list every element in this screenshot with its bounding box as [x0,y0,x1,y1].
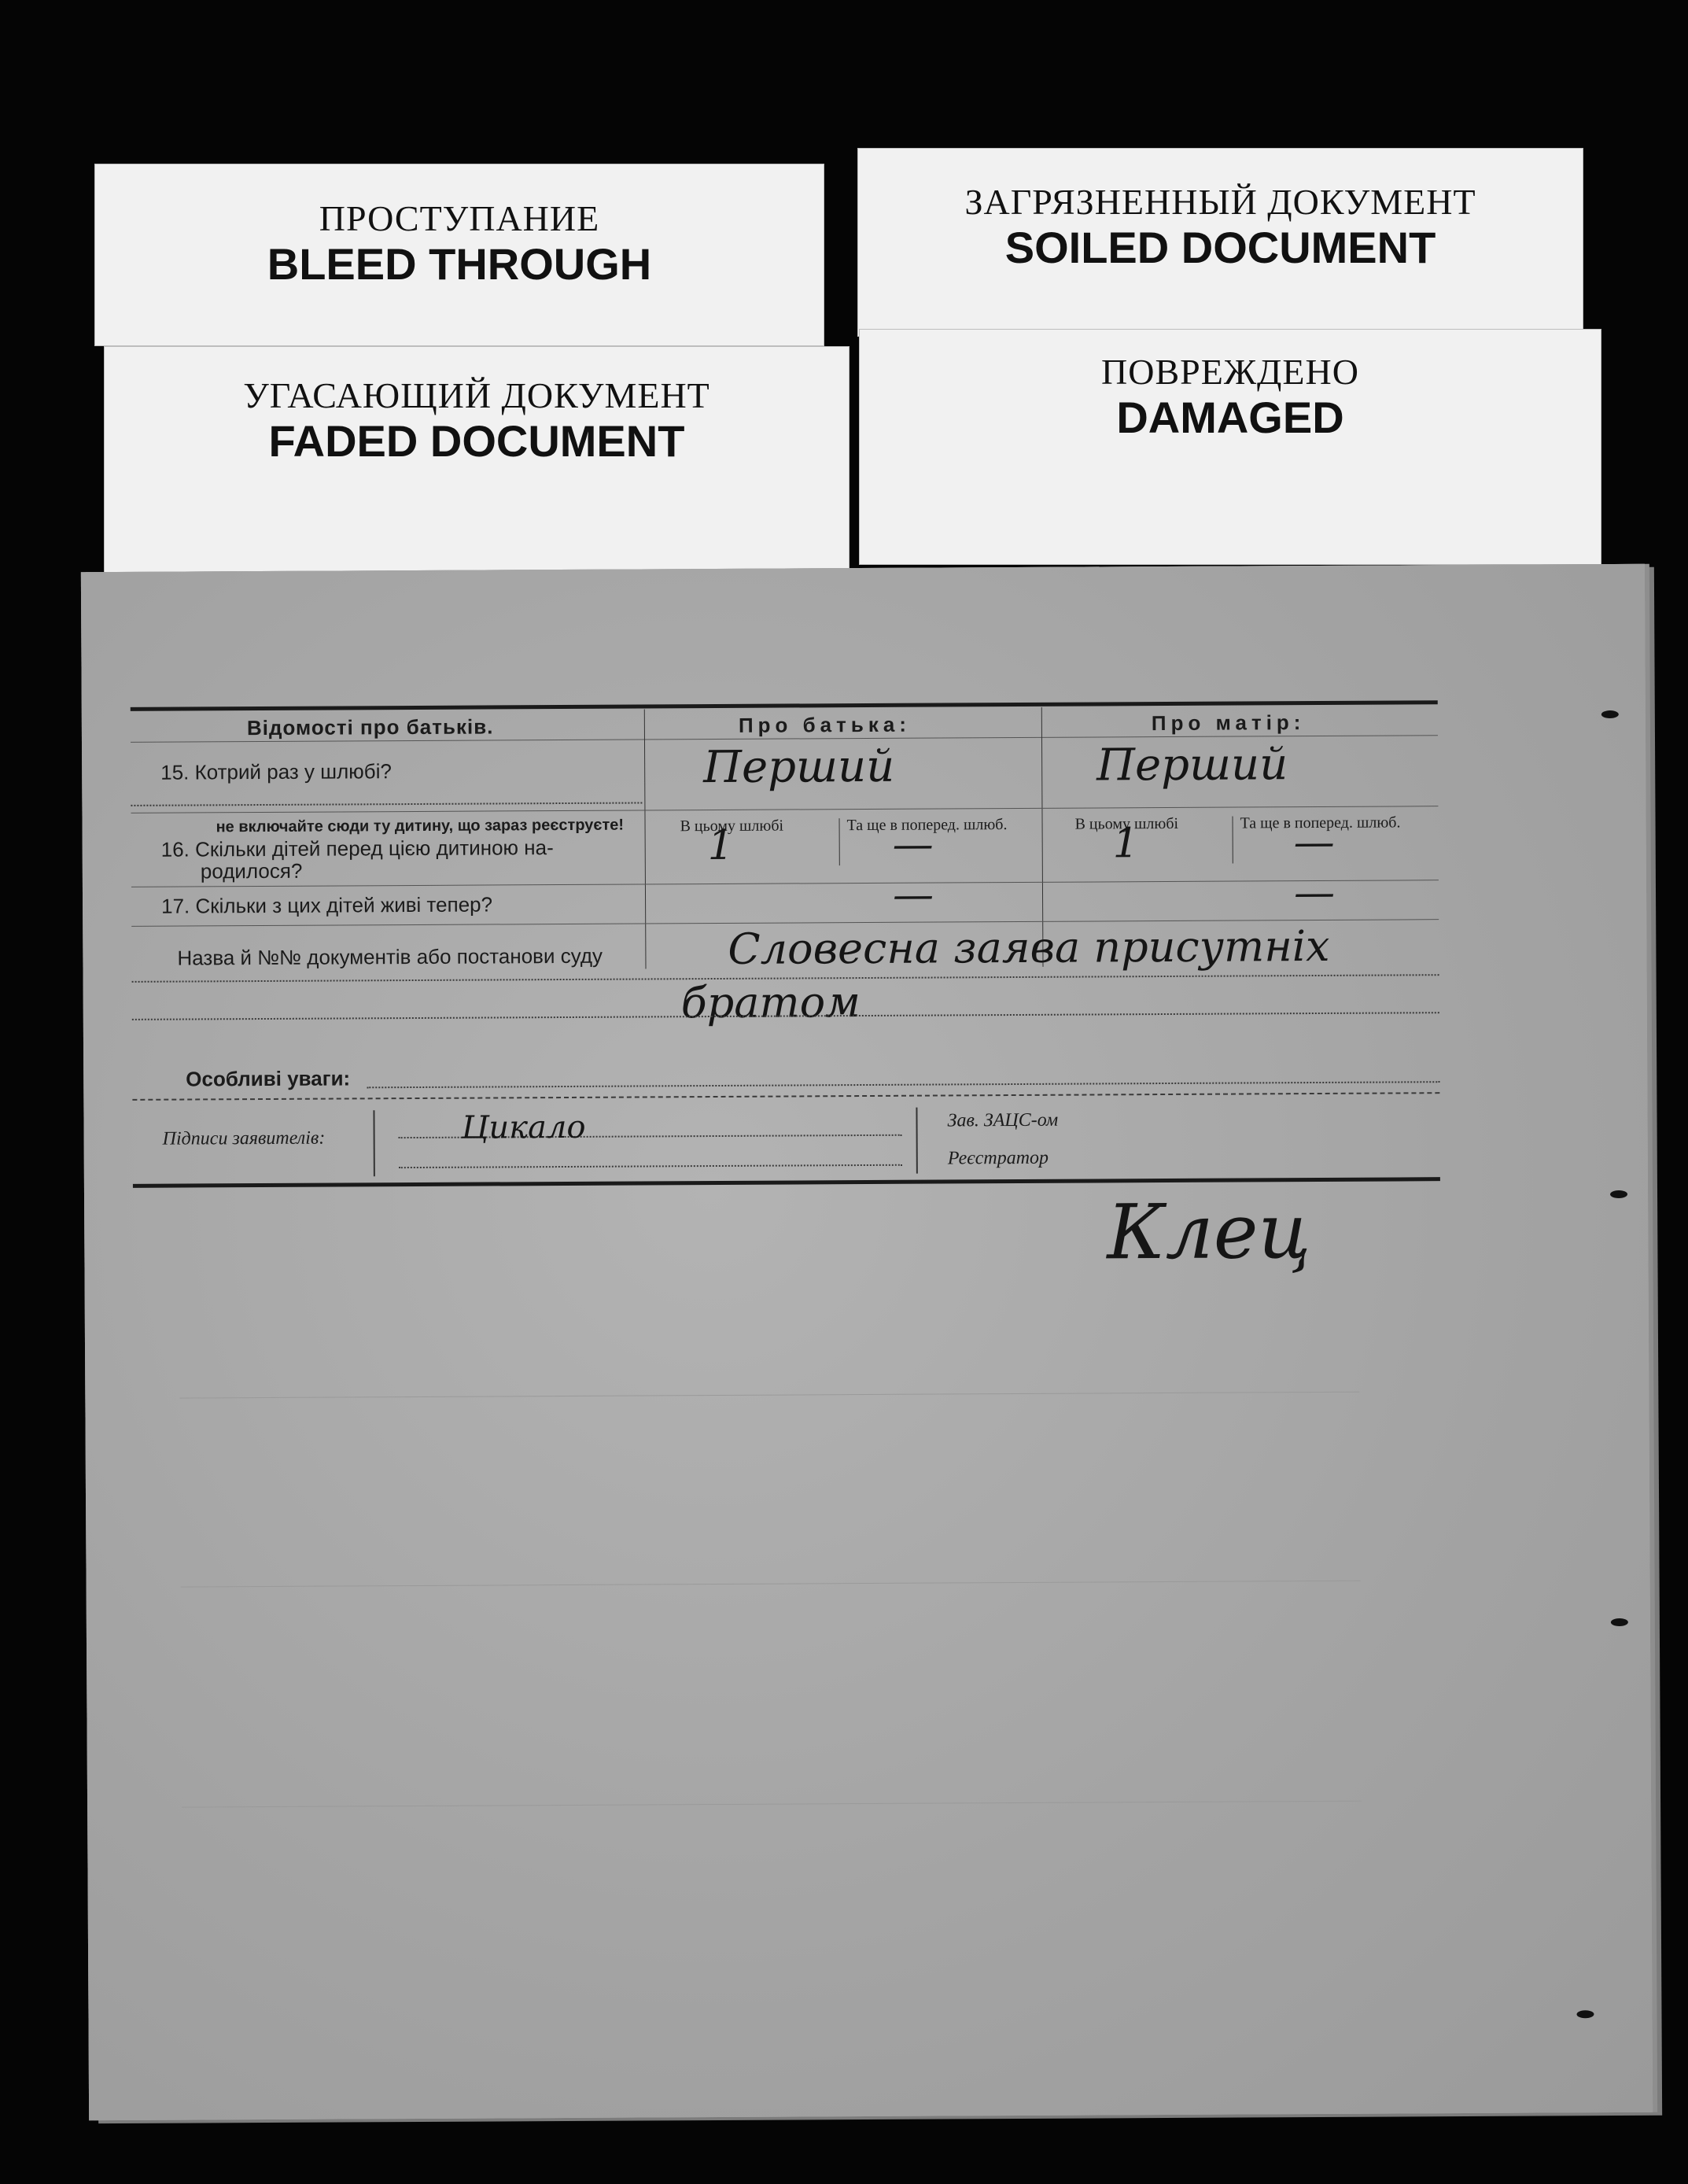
faded-document-label-card [104,346,850,574]
staple-mark [1601,710,1619,718]
q16-father-prev-answer: — [892,821,934,869]
table-top-rule [131,700,1438,711]
applicant-signature: Цикало [461,1109,586,1146]
question-16-line2: родилося? [200,858,303,884]
soiled-document-en: SOILED DOCUMENT [1004,222,1436,272]
zags-label: Зав. ЗАЦС-ом [947,1109,1059,1131]
row-divider [131,880,1439,887]
staple-mark [1576,2010,1594,2018]
damaged-ru: ПОВРЕЖДЕНО [1101,352,1359,392]
bleed-through-ghost [181,1581,1361,1588]
q15-mother-answer: Перший [1096,739,1288,791]
bleed-through-ru: ПРОСТУПАНИЕ [319,198,600,238]
soiled-document-label-card [857,148,1583,337]
registry-form-sheet [81,564,1653,2120]
q17-father-answer: — [892,871,934,919]
father-col-this-marriage: В цьому шлюбі [680,817,784,836]
column-separator [644,709,647,968]
faded-document-ru: УГАСАЮЩИЙ ДОКУМЕНТ [243,375,710,415]
question-16-note: не включайте сюди ту дитину, що зараз реєструєте! [216,816,625,836]
father-col-prev-marriage: Та ще в поперед. шлюб. [846,816,1008,835]
documents-answer-line2: братом [680,977,861,1028]
bleed-through-label-card [94,164,824,346]
damaged-label-card [859,329,1601,565]
registrar-label: Реєстратор [947,1147,1049,1169]
q17-mother-answer: — [1293,869,1336,917]
registrar-signature: Клец [1106,1187,1311,1277]
q15-father-answer: Перший [703,740,895,794]
mother-col-this-marriage: В цьому шлюбі [1074,814,1179,833]
damaged-en: DAMAGED [1116,392,1344,442]
dotted-rule [132,1092,1439,1101]
father-column-header: Про батька: [738,712,912,737]
bleed-through-ghost [182,1801,1362,1808]
question-16-line1: 16. Скільки дітей перед цією дитиною на- [160,836,554,861]
table-bottom-rule [133,1177,1440,1188]
mother-col-prev-marriage: Та ще в поперед. шлюб. [1240,813,1401,832]
question-17: 17. Скільки з цих дітей живі тепер? [161,892,493,918]
q16-father-this-answer: 1 [707,821,734,870]
soiled-document-ru: ЗАГРЯЗНЕННЫЙ ДОКУМЕНТ [964,182,1476,222]
staple-mark [1611,1618,1628,1626]
documents-label: Назва й №№ документів або постанови суду [177,943,603,970]
documents-answer-line1: Словесна заява присутніх [728,920,1330,974]
q16-mother-this-answer: 1 [1112,820,1139,868]
row-divider [131,806,1438,813]
q16-mother-prev-answer: — [1293,818,1335,867]
row-divider [131,802,642,806]
mother-column-header: Про матір: [1151,710,1306,736]
question-15: 15. Котрий раз у шлюбі? [160,759,392,784]
faded-document-en: FADED DOCUMENT [268,415,685,466]
signature-box-left [373,1110,374,1176]
bleed-through-en: BLEED THROUGH [267,238,652,289]
column-separator [839,818,840,865]
remarks-line [367,1081,1439,1088]
bleed-through-ghost [179,1392,1359,1399]
signature-box-right [916,1108,917,1174]
staple-mark [1610,1190,1627,1198]
remarks-label: Особливі уваги: [186,1066,351,1091]
parents-info-header: Відомості про батьків. [246,714,494,740]
signature-line [399,1164,902,1168]
signatures-label: Підписи заявителів: [162,1127,326,1149]
